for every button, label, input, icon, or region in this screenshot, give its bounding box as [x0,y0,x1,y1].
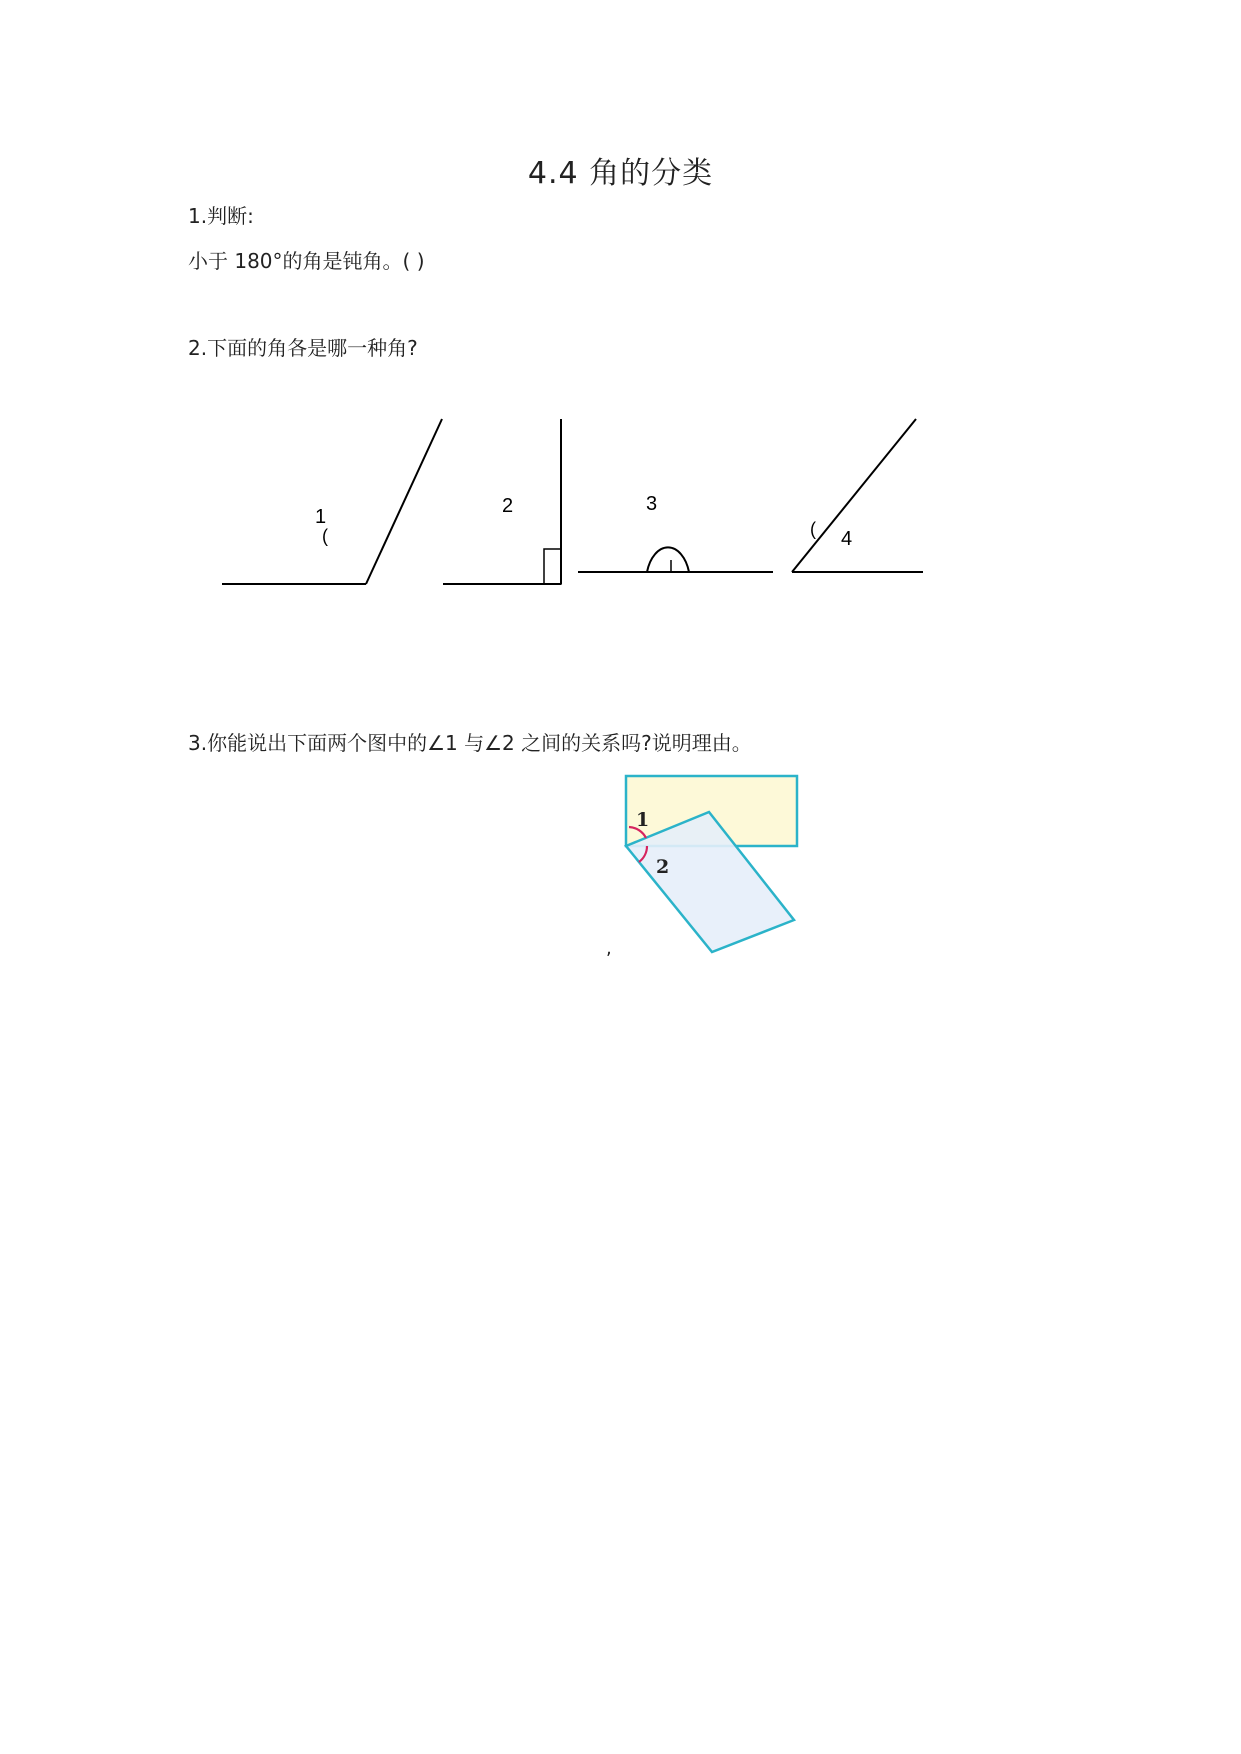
angle-4-label: 4 [841,528,853,550]
angle-1-label: 1 [315,506,327,528]
stray-mark: , [606,938,612,959]
question-3-heading: 3.你能说出下面两个图中的∠1 与∠2 之间的关系吗?说明理由。 [188,731,752,755]
page-title: 4.4 角的分类 [527,156,714,191]
fig3-angle-2-label: 2 [656,856,670,878]
question-3-figure [626,776,797,952]
question-2-heading: 2.下面的角各是哪一种角? [188,336,418,360]
straight-angle-arc [647,547,689,572]
angle-3-figure [578,493,773,572]
angle-1-arc: ( [322,526,328,546]
fig3-angle-1-label: 1 [636,809,650,831]
angle-2-figure [443,419,561,584]
angle-2-label: 2 [502,495,514,517]
angle-4-arc: ( [810,519,816,539]
question-1-heading: 1.判断: [188,204,254,228]
angle-4-figure [792,419,923,572]
angle-1-figure [222,419,442,584]
right-angle-marker [544,549,561,584]
question-1-statement: 小于 180°的角是钝角。( ) [188,249,425,273]
angle-3-label: 3 [646,493,658,515]
